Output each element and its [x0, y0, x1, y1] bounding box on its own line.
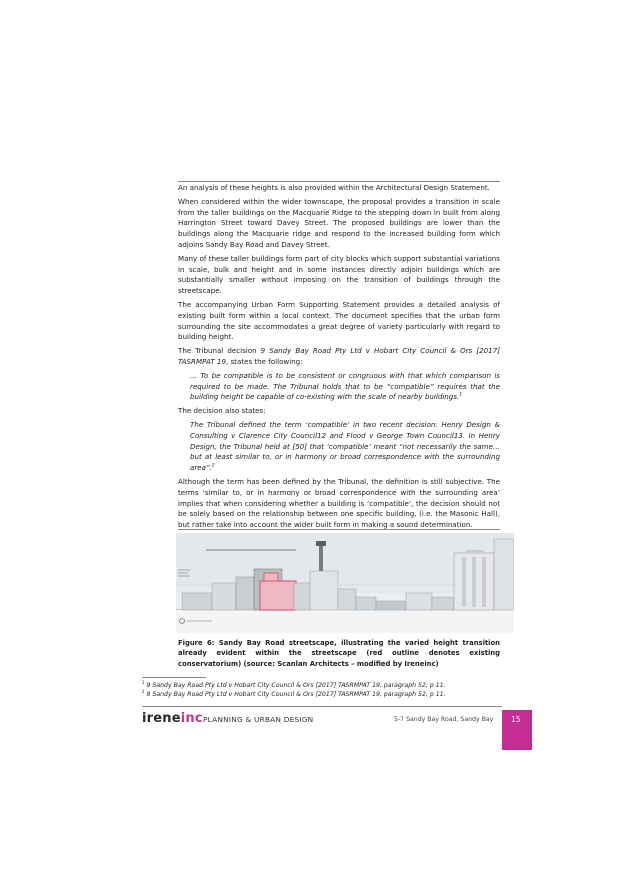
footnote-rule	[142, 677, 206, 678]
paragraph-5-start: The Tribunal decision	[178, 346, 261, 356]
case-citation: 9 Sandy Bay Road Pty Ltd v Hobart City Council & Ors [2017] TASRMPAT 19	[178, 346, 500, 366]
paragraph-6: The decision also states:	[178, 406, 266, 416]
footnote-1	[142, 681, 522, 690]
footnotes	[142, 681, 522, 699]
page-footer	[142, 710, 532, 750]
brand-subtitle: PLANNING & URBAN DESIGN	[203, 715, 314, 724]
body-text	[178, 183, 500, 580]
quote-1	[190, 371, 500, 403]
paragraph-4: The accompanying Urban Form Supporting Statement provides a detailed analysis of existing built form within a local context. The document specifies that the urban form surrounding the site accommodates a great degree of variety particularly with regard to building height.	[178, 299, 500, 342]
footnote-ref-1: 1	[459, 392, 463, 398]
footnote-ref-2: 2	[211, 463, 215, 469]
paragraph-3: Many of these taller buildings form part of city blocks which support substantial variations in scale, bulk and height and in some instances directly adjoin buildings which are substantially smaller without imposing on the transition of buildings through the streetscape.	[178, 253, 500, 296]
figure-top-rule	[178, 529, 500, 530]
footer-address: 5-7 Sandy Bay Road, Sandy Bay	[394, 716, 494, 723]
quote-2	[190, 420, 500, 474]
footer-rule	[142, 706, 502, 707]
brand-accent: inc	[180, 711, 203, 726]
figure-caption: Figure 6: Sandy Bay Road streetscape, illustrating the varied height transition already evident within the streetscape (red outline denotes existing conservatorium) (source: Scanlan Architects – modified by Ireneinc)	[178, 639, 500, 668]
footnote-number: 2	[142, 689, 145, 695]
paragraph-2: When considered within the wider townscape, the proposal provides a transition in scale from the taller buildings on the Macquarie Ridge to the stepping down in built from along Harrington Street toward Davey Street. The proposed buildings are lower than the buildings along the Macquarie ridge and respond to the increased building form which adjoins Sandy Bay Road and Davey Street.	[178, 196, 500, 249]
brand-logo	[142, 711, 203, 726]
streetscape-elevation-image	[176, 533, 514, 633]
footnote-text: 9 Sandy Bay Road Pty Ltd v Hobart City Council & Ors [2017] TASRMPAT 19, paragraph 52, p 11.	[146, 682, 446, 689]
paragraph-7: Although the term has been defined by the Tribunal, the definition is still subjective. The terms ‘similar to, or in harmony or broad correspondence with the surrounding area’ implies that when considering whether a building is ‘compatible’, the decision should not be solely based on the relationship between one specific building, (i.e. the Masonic Hall), but rather take into account the wider built form in making a sound determination.	[178, 476, 500, 530]
paragraph-5-end: , states the following:	[225, 356, 303, 366]
page-number: 15	[511, 715, 521, 724]
streetscape-figure	[176, 533, 514, 633]
quote-1-text: … To be compatible is to be consistent or congruous with that which comparison is required to be made. The Tribunal holds that to be “compatible” requires that the building height be capable of co-existing with the scale of nearby buildings.	[190, 370, 500, 402]
quote-2-text: The Tribunal defined the term ‘compatible’ in two recent decision: Henry Design & Consulting v Clarence City Council12 and Flood v George Town Council13. In Henry Design, the Tribunal held at [50] that ‘compatible’ meant “not necessarily the same… but at least similar to, or in harmony or broad correspondence with the surrounding area”.	[190, 419, 500, 473]
page-number-tab	[502, 710, 532, 750]
paragraph-1: An analysis of these heights is also provided within the Architectural Design Statement.	[178, 183, 490, 192]
footnote-text: 9 Sandy Bay Road Pty Ltd v Hobart City Council & Ors [2017] TASRMPAT 19, paragraph 52, p 11.	[146, 691, 446, 699]
paragraph-5	[178, 346, 500, 368]
top-rule	[178, 181, 500, 182]
footnote-number: 1	[142, 679, 145, 685]
footnote-2	[142, 690, 522, 699]
brand-main: irene	[142, 711, 181, 726]
